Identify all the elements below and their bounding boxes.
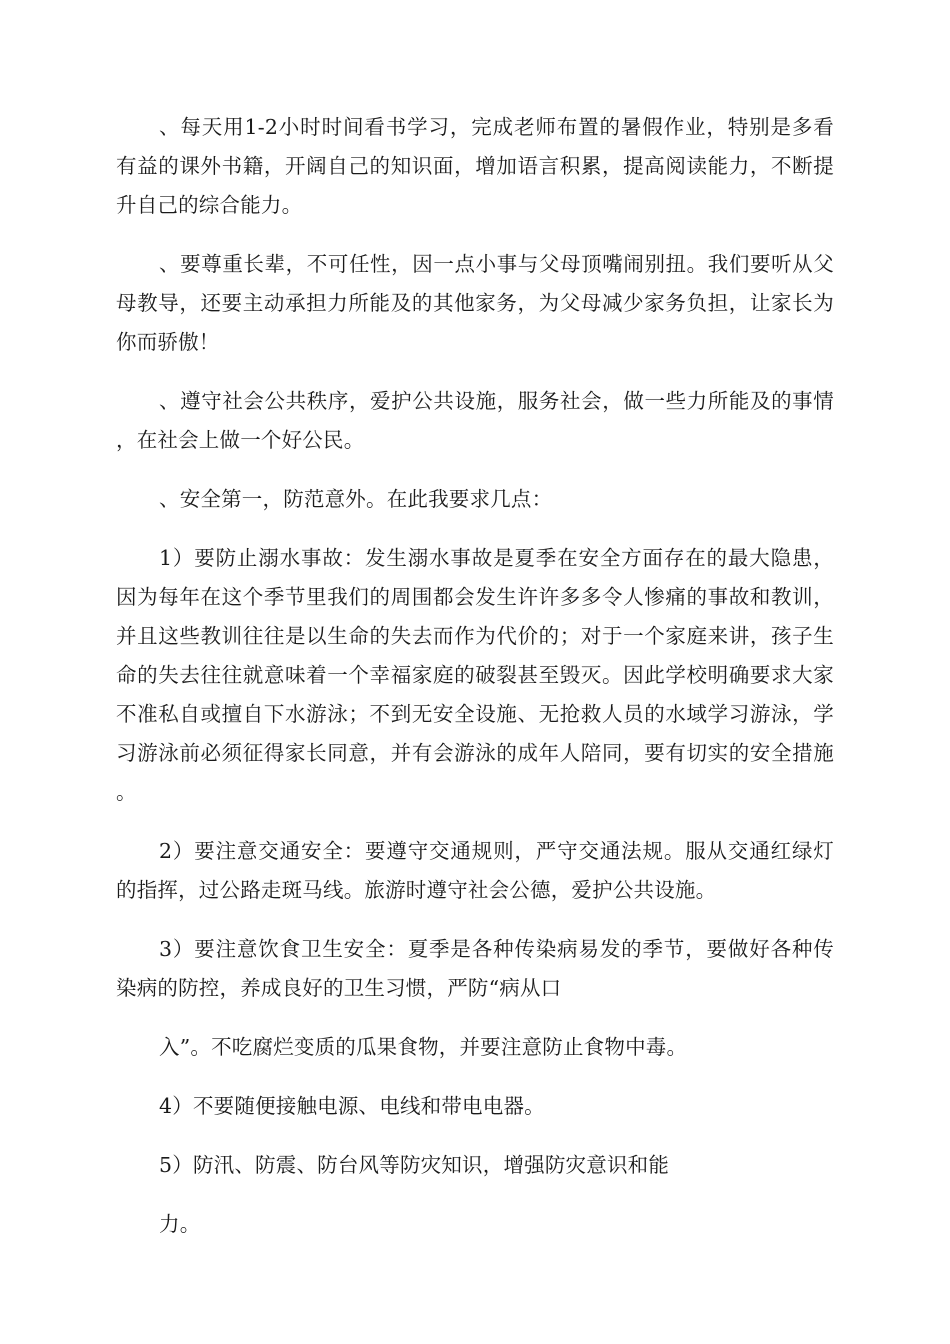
paragraph-public-order: 、遵守社会公共秩序，爱护公共设施，服务社会，做一些力所能及的事情，在社会上做一个好公民。 — [116, 389, 834, 452]
paragraph-traffic: 2）要注意交通安全：要遵守交通规则，严守交通法规。服从交通红绿灯的指挥，过公路走斑马线。旅游时遵守社会公德，爱护公共设施。 — [116, 839, 834, 902]
paragraph-safety-first: 、安全第一，防范意外。在此我要求几点： — [159, 487, 553, 511]
paragraph-disaster-cont: 力。 — [159, 1212, 201, 1236]
paragraph-respect-elders: 、要尊重长辈，不可任性，因一点小事与父母顶嘴闹别扭。我们要听从父母教导，还要主动承担力所能及的其他家务，为父母减少家务负担，让家长为你而骄傲！ — [116, 252, 834, 354]
document-body — [116, 108, 834, 1264]
paragraph-electricity: 4）不要随便接触电源、电线和带电电器。 — [159, 1094, 545, 1118]
paragraph-food-safety-cont: 入”。不吃腐烂变质的瓜果食物，并要注意防止食物中毒。 — [159, 1035, 688, 1059]
paragraph-drowning: 1）要防止溺水事故：发生溺水事故是夏季在安全方面存在的最大隐患，因为每年在这个季节里我们的周围都会发生许许多多令人惨痛的事故和教训，并且这些教训往往是以生命的失去而作为代价的；对于一个家庭来讲，孩子生命的失去往往就意味着一个幸福家庭的破裂甚至毁灭。因此学校明确要求大家不准私自或擅自下水游泳；不到无安全设施、无抢救人员的水域学习游泳，学习游泳前必须征得家长同意，并有会游泳的成年人陪同，要有切实的安全措施。 — [116, 546, 834, 804]
paragraph-food-safety: 3）要注意饮食卫生安全：夏季是各种传染病易发的季节，要做好各种传染病的防控，养成良好的卫生习惯，严防“病从口 — [116, 937, 834, 1000]
paragraph-disaster: 5）防汛、防震、防台风等防灾知识，增强防灾意识和能 — [159, 1153, 670, 1177]
paragraph-study: 、每天用1-2小时时间看书学习，完成老师布置的暑假作业，特别是多看有益的课外书籍，开阔自己的知识面，增加语言积累，提高阅读能力，不断提升自己的综合能力。 — [116, 115, 834, 217]
